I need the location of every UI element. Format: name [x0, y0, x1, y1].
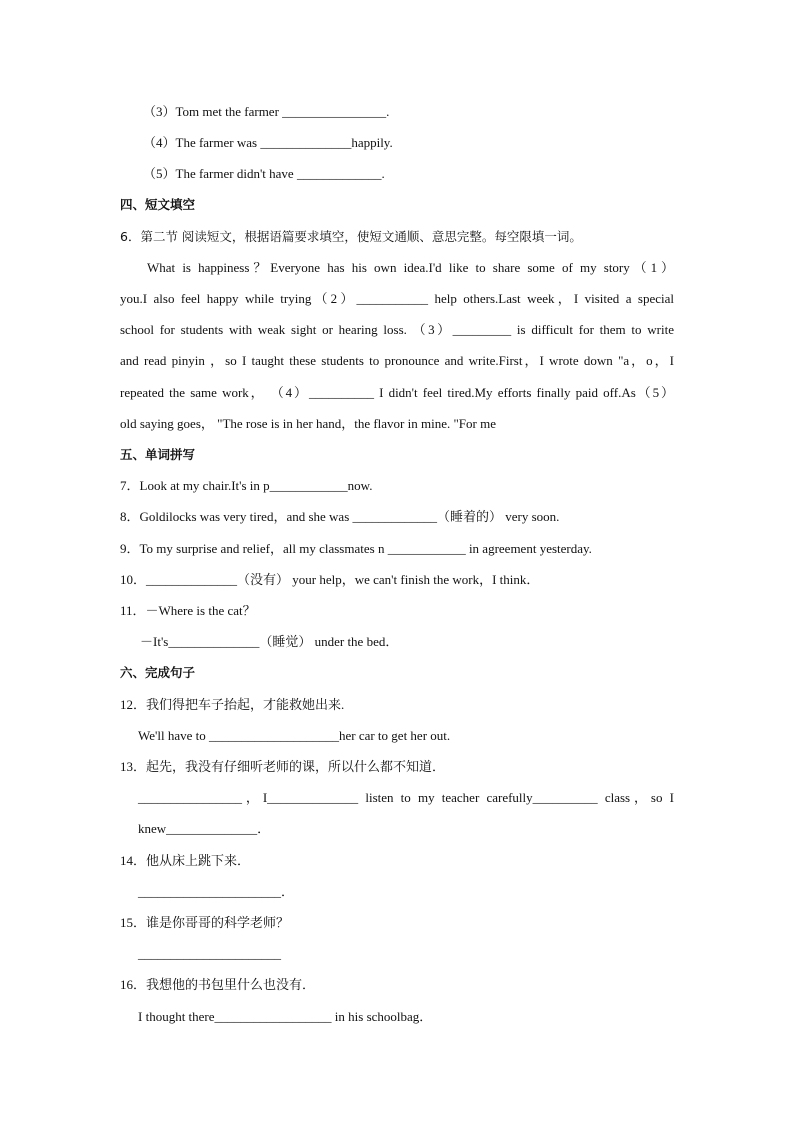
question-16-answer-line: I thought there__________________ in his schoolbag． — [138, 1009, 433, 1024]
question-15: 15．谁是你哥哥的科学老师？ — [120, 915, 290, 930]
section-heading-4: 四、短文填空 — [120, 197, 196, 212]
passage-line-3: school for students with weak sight or hearing loss. （3）_________ is difficult for them to write — [120, 322, 674, 337]
passage-line-6: old saying goes， "The rose is in her hand，the flavor in mine. "For me — [120, 416, 496, 431]
question-7: 7．Look at my chair.It's in p____________now. — [120, 478, 373, 493]
question-10: 10．______________（没有） your help，we can't finish the work，I think． — [120, 572, 540, 587]
question-6-instruction: 6．第二节 阅读短文，根据语篇要求填空，使短文通顺、意思完整。每空限填一词。 — [120, 229, 582, 244]
question-9: 9．To my surprise and relief，all my classmates n ____________ in agreement yesterday. — [120, 541, 592, 556]
question-14-answer-line: ______________________． — [138, 884, 295, 899]
question-12: 12．我们得把车子抬起，才能救她出来. — [120, 697, 345, 712]
question-13: 13．起先，我没有仔细听老师的课，所以什么都不知道． — [120, 759, 446, 774]
question-3-4: （4）The farmer was ______________happily. — [143, 135, 393, 150]
question-3-5: （5）The farmer didn't have _____________. — [143, 166, 385, 181]
passage-line-4: and read pinyin ，so I taught these students to pronounce and write.First，I wrote down "a，o，I — [120, 353, 674, 368]
section-heading-5: 五、单词拼写 — [120, 447, 196, 462]
passage-line-1: What is happiness？Everyone has his own idea.I'd like to share some of my story（1） — [147, 260, 674, 275]
question-3-3: （3）Tom met the farmer ________________. — [143, 104, 390, 119]
question-16: 16．我想他的书包里什么也没有． — [120, 977, 316, 992]
section-heading-6: 六、完成句子 — [120, 665, 196, 680]
passage-line-2: you.I also feel happy while trying（2）___________ help others.Last week，I visited a special — [120, 291, 674, 306]
question-13-answer-line-1: ________________，I______________ listen to my teacher carefully__________ class，so I — [138, 790, 674, 805]
question-11-answer-line: －It's______________（睡觉） under the bed． — [140, 634, 399, 649]
passage-line-5: repeated the same work， （4）__________ I didn't feel tired.My efforts finally paid off.As（5） — [120, 385, 674, 400]
question-14: 14．他从床上跳下来． — [120, 853, 251, 868]
question-13-answer-line-2: knew______________． — [138, 821, 271, 836]
question-8: 8．Goldilocks was very tired，and she was _____________（睡着的） very soon. — [120, 509, 560, 524]
question-11: 11．－Where is the cat？ — [120, 603, 256, 618]
question-15-answer-line: ______________________ — [138, 946, 281, 961]
question-12-answer-line: We'll have to ____________________her car to get her out. — [138, 728, 451, 743]
